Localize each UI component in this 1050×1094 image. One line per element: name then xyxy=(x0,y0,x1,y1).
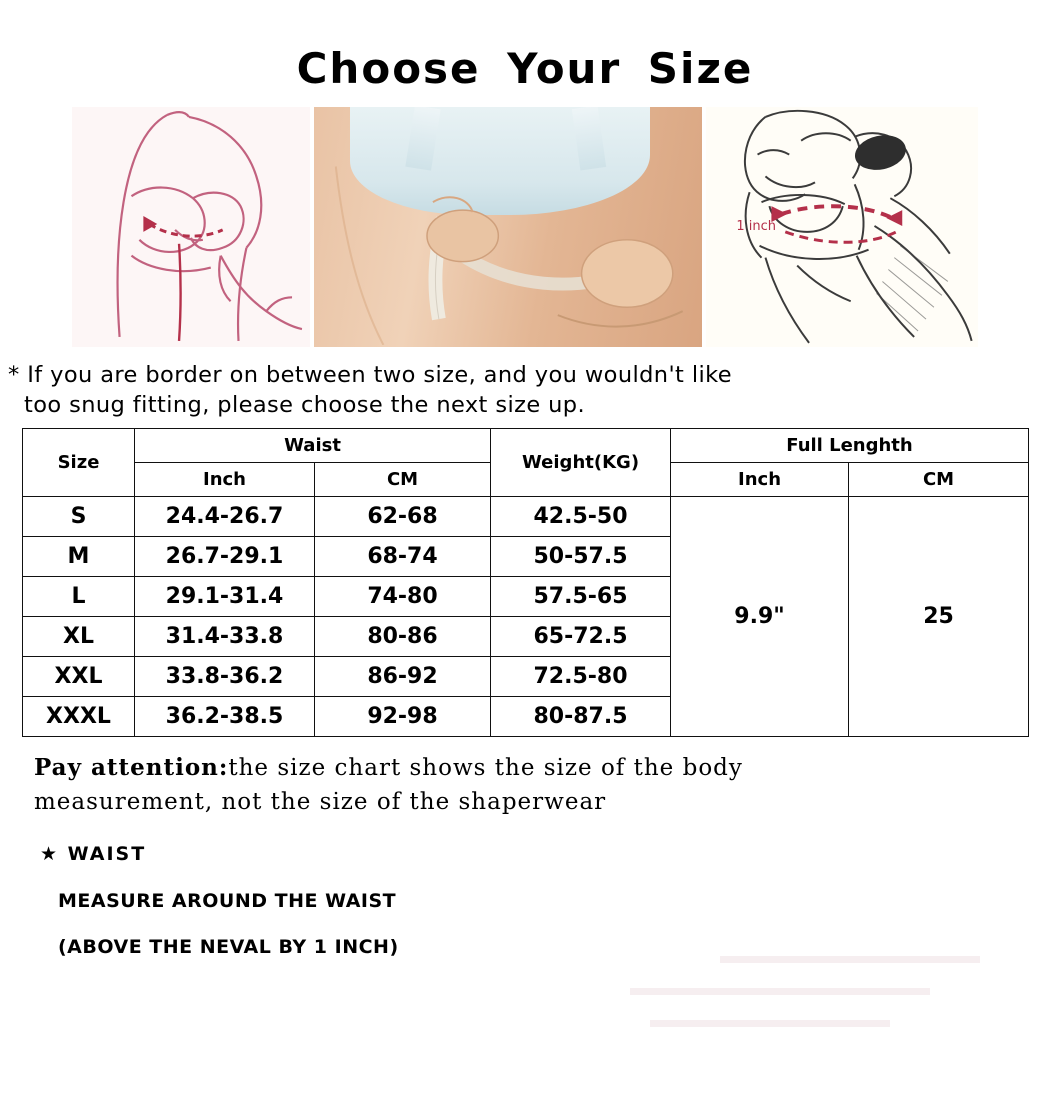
size-chart-page xyxy=(0,44,1050,1094)
cell-size: L xyxy=(23,577,135,617)
bust-measure-sketch xyxy=(72,107,310,347)
cell-full-length-inch: 9.9" xyxy=(671,497,849,737)
cell-weight: 65-72.5 xyxy=(491,617,671,657)
illustration-strip xyxy=(0,107,1050,347)
cell-waist-cm: 62-68 xyxy=(315,497,491,537)
page-title: Choose Your Size xyxy=(296,44,754,93)
cell-weight: 42.5-50 xyxy=(491,497,671,537)
cell-size: XL xyxy=(23,617,135,657)
th-weight: Weight(KG) xyxy=(491,429,671,497)
cell-waist-inch: 36.2-38.5 xyxy=(135,697,315,737)
waist-measure-photo xyxy=(314,107,703,347)
waist-instruction-line-2: (ABOVE THE NEVAL BY 1 INCH) xyxy=(58,936,399,959)
th-waist-inch: Inch xyxy=(135,463,315,497)
pay-attention-note xyxy=(0,737,1050,821)
th-full-length: Full Lenghth xyxy=(671,429,1029,463)
cell-waist-cm: 80-86 xyxy=(315,617,491,657)
cell-waist-inch: 33.8-36.2 xyxy=(135,657,315,697)
table-header-row-1 xyxy=(23,429,1029,463)
th-waist: Waist xyxy=(135,429,491,463)
pay-attention-label: Pay attention: xyxy=(34,754,229,782)
border-size-note xyxy=(0,347,1050,428)
cell-waist-inch: 29.1-31.4 xyxy=(135,577,315,617)
cell-waist-cm: 74-80 xyxy=(315,577,491,617)
pay-attention-line-2: measurement, not the size of the shaperwear xyxy=(34,788,607,815)
note-line-1: * If you are border on between two size, and you wouldn't like xyxy=(8,362,733,388)
cell-size: M xyxy=(23,537,135,577)
cell-waist-cm: 86-92 xyxy=(315,657,491,697)
th-size: Size xyxy=(23,429,135,497)
cell-weight: 80-87.5 xyxy=(491,697,671,737)
cell-waist-cm: 92-98 xyxy=(315,697,491,737)
cell-weight: 72.5-80 xyxy=(491,657,671,697)
artifact-line xyxy=(630,988,930,995)
bust-sketch-icon xyxy=(72,107,310,345)
cell-weight: 57.5-65 xyxy=(491,577,671,617)
artifact-line xyxy=(720,956,980,963)
cell-size: S xyxy=(23,497,135,537)
measuring-tape-icon xyxy=(314,107,703,345)
cell-waist-inch: 24.4-26.7 xyxy=(135,497,315,537)
note-line-2: too snug fitting, please choose the next size up. xyxy=(24,391,586,418)
cell-size: XXL xyxy=(23,657,135,697)
size-table xyxy=(22,428,1029,737)
cell-waist-inch: 31.4-33.8 xyxy=(135,617,315,657)
pay-attention-line-1 xyxy=(34,751,1016,785)
pay-attention-text-1: the size chart shows the size of the body xyxy=(228,755,743,782)
cell-waist-inch: 26.7-29.1 xyxy=(135,537,315,577)
charcoal-sketch xyxy=(706,107,978,347)
th-waist-cm: CM xyxy=(315,463,491,497)
th-full-cm: CM xyxy=(849,463,1029,497)
cell-size: XXXL xyxy=(23,697,135,737)
waist-instruction-line-1: MEASURE AROUND THE WAIST xyxy=(58,889,397,912)
cell-weight: 50-57.5 xyxy=(491,537,671,577)
waist-bullet: ★ WAIST xyxy=(40,843,147,866)
inch-annotation: 1 inch xyxy=(736,219,777,234)
th-full-inch: Inch xyxy=(671,463,849,497)
artifact-line xyxy=(650,1020,890,1027)
cell-full-length-cm: 25 xyxy=(849,497,1029,737)
table-row xyxy=(23,497,1029,537)
size-table-wrapper xyxy=(0,428,1050,737)
cell-waist-cm: 68-74 xyxy=(315,537,491,577)
waist-instructions xyxy=(0,821,1050,971)
